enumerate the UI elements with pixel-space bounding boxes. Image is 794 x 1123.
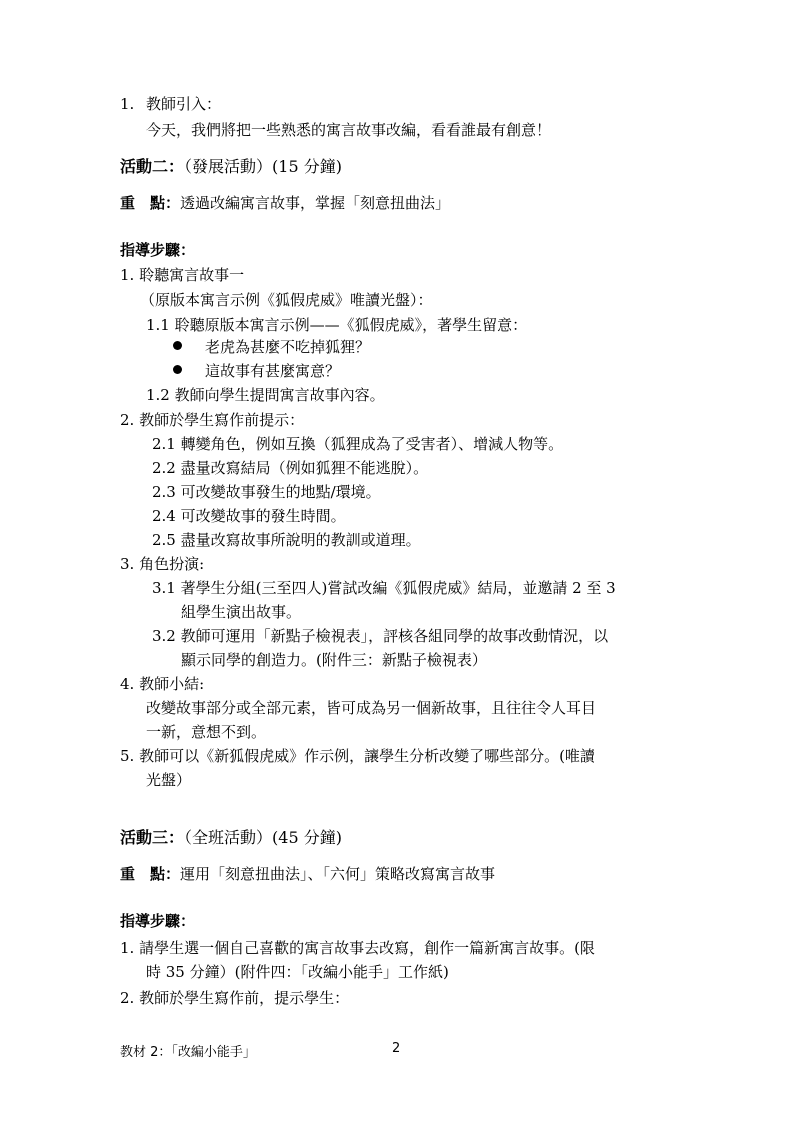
footer-left: 教材 2：「改編小能手」 [120,1045,256,1060]
step-3-1-line1: 3.1 著學生分組(三至四人)嘗試改編《狐假虎威》結局，並邀請 2 至 3 [152,579,616,597]
activity2-focus-text: 透過改編寓言故事，掌握「刻意扭曲法」 [180,194,451,212]
activity3-step-1-line2: 時 35 分鐘）(附件四：「改編小能手」工作紙) [146,963,449,981]
activity3-heading [120,828,342,848]
step-2-3: 2.3 可改變故事發生的地點/環境。 [152,483,381,501]
step-4-line2: 一新，意想不到。 [146,723,267,741]
activity3-focus [120,864,495,884]
activity2-title: 活動二： [120,157,185,176]
bullet-item-1: 老虎為甚麼不吃掉狐狸？ [205,338,371,356]
activity2-heading [120,157,342,177]
activity2-steps-title: 指導步驟： [120,241,196,259]
bullet-dot-2 [173,365,182,374]
step-1-1: 1.1 聆聽原版本寓言示例——《狐假虎威》，著學生留意： [146,316,528,334]
step-3-2-line2: 顯示同學的創造力。(附件三：新點子檢視表） [181,651,487,669]
step-3-2-line1: 3.2 教師可運用「新點子檢視表」，評核各組同學的故事改動情況，以 [152,627,609,645]
step-3-1-line2: 組學生演出故事。 [181,603,302,621]
bullet-dot-1 [173,341,182,350]
page-number: 2 [392,1041,401,1056]
activity3-subtitle: （全班活動）(45 分鐘) [184,828,342,847]
step-1-2: 1.2 教師向學生提問寓言故事內容。 [146,386,385,404]
activity2-focus [120,193,450,213]
step-2-5: 2.5 盡量改寫故事所說明的教訓或道理。 [152,531,421,549]
activity3-step-2: 2. 教師於學生寫作前，提示學生： [120,989,350,1007]
step-3: 3. 角色扮演: [120,555,205,573]
activity3-title: 活動三： [120,828,185,847]
activity3-focus-label: 重 點： [120,865,181,883]
step-2: 2. 教師於學生寫作前提示： [120,411,305,429]
activity3-step-1-line1: 1. 請學生選一個自己喜歡的寓言故事去改寫，創作一篇新寓言故事。(限 [120,939,595,957]
step-1-note: （原版本寓言示例《狐假虎威》唯讀光盤）： [140,291,433,309]
step-2-2: 2.2 盡量改寫結局（例如狐狸不能逃脫）。 [152,459,429,477]
step-4: 4. 教師小結: [120,675,205,693]
step-1: 1. 聆聽寓言故事一 [120,266,245,284]
step-2-4: 2.4 可改變故事的發生時間。 [152,507,346,525]
step-5-line1: 5. 教師可以《新狐假虎威》作示例，讓學生分析改變了哪些部分。(唯讀 [120,747,595,765]
intro-label: 教師引入： [146,95,222,113]
activity3-steps-title: 指導步驟： [120,912,196,930]
bullet-item-2: 這故事有甚麼寓意？ [205,362,341,380]
step-2-1: 2.1 轉變角色，例如互換（狐狸成為了受害者）、增減人物等。 [152,435,564,453]
intro-num: 1. [120,95,135,113]
activity2-subtitle: （發展活動）(15 分鐘) [184,157,342,176]
intro-text: 今天，我們將把一些熟悉的寓言故事改編，看看誰最有創意！ [146,121,552,139]
activity2-focus-label: 重 點： [120,194,181,212]
step-4-line1: 改變故事部分或全部元素，皆可成為另一個新故事，且往往令人耳目 [146,699,597,717]
activity3-focus-text: 運用「刻意扭曲法」、「六何」策略改寫寓言故事 [180,865,496,883]
step-5-line2: 光盤） [146,771,192,789]
